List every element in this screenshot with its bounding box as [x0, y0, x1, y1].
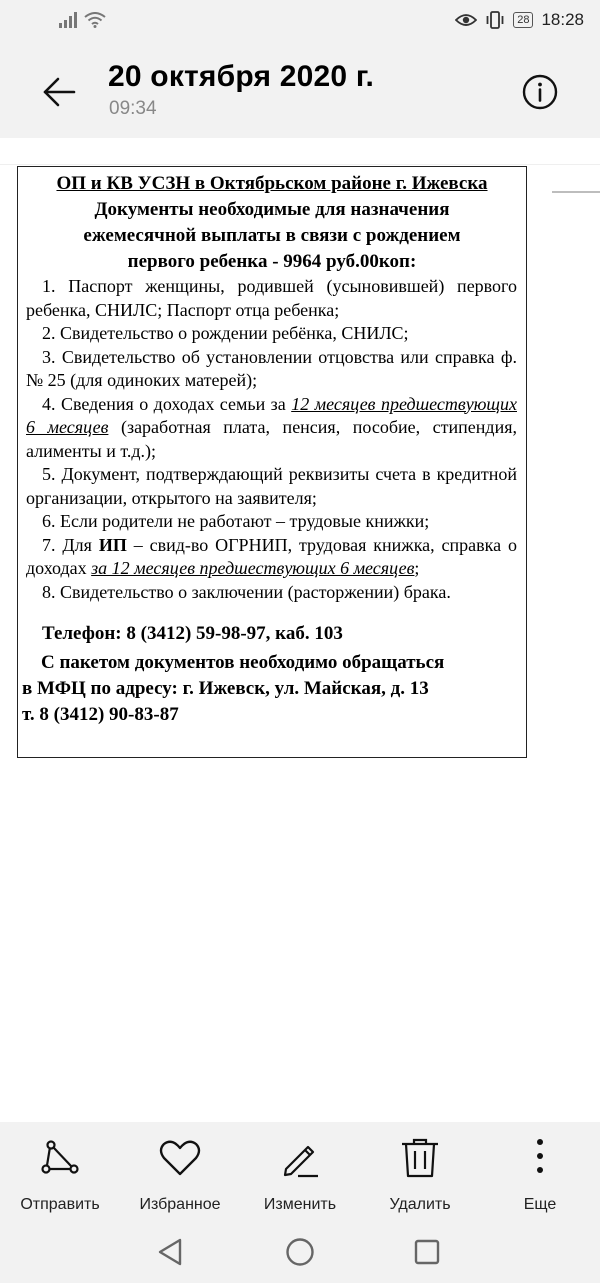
vibrate-icon	[485, 11, 505, 29]
document-heading	[18, 172, 526, 274]
status-bar	[0, 0, 600, 44]
list-item-2: 2. Свидетельство о рождении ребёнка, СНИЛС;	[42, 323, 409, 343]
info-button[interactable]	[520, 72, 560, 112]
item-4-underlined: 12 месяцев предшествующих 6 месяцев	[26, 393, 517, 437]
edit-label: Изменить	[263, 1196, 337, 1213]
document-list	[18, 275, 526, 604]
list-item-8: 8. Свидетельство о заключении (расторжении) брака.	[42, 581, 451, 602]
list-item-7	[26, 534, 517, 581]
page-subtitle-time: 09:34	[109, 98, 157, 119]
delete-label: Удалить	[389, 1196, 451, 1213]
share-label: Отправить	[20, 1196, 100, 1213]
list-item-5: 5. Документ, подтверждающий реквизиты счета в кредитной организации, открытого на заявителя;	[26, 464, 517, 508]
wifi-icon	[84, 12, 106, 28]
pencil-icon	[278, 1136, 322, 1180]
square-recents-icon	[407, 1232, 447, 1272]
favorite-label: Избранное	[139, 1196, 221, 1213]
list-item-1: 1. Паспорт женщины, родившей (усыновившей) первого ребенка, СНИЛС; Паспорт отца ребенка;	[26, 276, 517, 320]
page-title: 20 октября 2020 г.	[108, 60, 375, 93]
heading-line-2: ежемесячной выплаты в связи с рождением	[83, 225, 461, 246]
item-4-text-b: (заработная плата, пенсия, пособие, стипендия, алименты и т.д.);	[26, 417, 517, 461]
app-header	[0, 44, 600, 139]
more-button[interactable]	[480, 1136, 600, 1216]
back-button[interactable]	[40, 72, 80, 112]
heading-organization: ОП и КВ УСЗН в Октябрьском районе г. Ижевска	[56, 173, 488, 194]
more-vertical-icon	[518, 1136, 562, 1180]
heading-line-3: первого ребенка - 9964 руб.00коп:	[127, 251, 417, 272]
list-item-3: 3. Свидетельство об установлении отцовства или справка ф. № 25 (для одиноких матерей);	[26, 346, 517, 390]
delete-button[interactable]	[360, 1136, 480, 1216]
triangle-back-icon	[150, 1232, 190, 1272]
item-7-text-a: 7. Для	[42, 534, 99, 555]
share-button[interactable]	[0, 1136, 120, 1216]
clock: 18:28	[541, 10, 584, 29]
share-icon	[38, 1136, 82, 1180]
item-7-text-c: – свид-во ОГРНИП, трудовая книжка, справка о доходах	[26, 534, 518, 578]
system-navigation-bar	[0, 1218, 600, 1283]
list-item-4	[26, 393, 517, 464]
item-7-underlined: за 12 месяцев предшествующих 6 месяцев	[91, 558, 415, 578]
trash-icon	[398, 1136, 442, 1180]
favorite-button[interactable]	[120, 1136, 240, 1216]
circle-home-icon	[280, 1232, 320, 1272]
signal-icon	[58, 12, 78, 28]
arrow-left-icon	[40, 72, 80, 112]
nav-recents-button[interactable]	[407, 1232, 447, 1272]
phone-line: Телефон: 8 (3412) 59-98-97, каб. 103	[42, 623, 343, 644]
more-label: Еще	[523, 1196, 557, 1213]
scan-edge	[0, 164, 600, 165]
info-icon	[520, 72, 560, 112]
eye-icon	[455, 12, 477, 28]
nav-back-button[interactable]	[150, 1232, 190, 1272]
nav-home-button[interactable]	[280, 1232, 320, 1272]
contact-line-2: в МФЦ по адресу: г. Ижевск, ул. Майская, д. 13	[22, 677, 429, 699]
scan-mark	[552, 191, 600, 193]
heading-line-1: Документы необходимые для назначения	[94, 199, 450, 220]
item-7-text-d: ;	[414, 558, 420, 578]
item-7-bold: ИП	[98, 534, 127, 555]
battery-indicator: 28	[513, 12, 533, 28]
contact-line-3: т. 8 (3412) 90-83-87	[22, 703, 179, 725]
item-4-text-a: 4. Сведения о доходах семьи за	[42, 393, 292, 414]
bottom-toolbar	[0, 1122, 600, 1218]
edit-button[interactable]	[240, 1136, 360, 1216]
heart-icon	[158, 1136, 202, 1180]
contact-line-1: С пакетом документов необходимо обращаться	[41, 651, 445, 673]
status-right	[455, 10, 584, 30]
contact-block	[18, 650, 526, 728]
status-left	[58, 12, 106, 28]
list-item-6: 6. Если родители не работают – трудовые книжки;	[42, 511, 430, 531]
scanned-document	[17, 166, 527, 758]
